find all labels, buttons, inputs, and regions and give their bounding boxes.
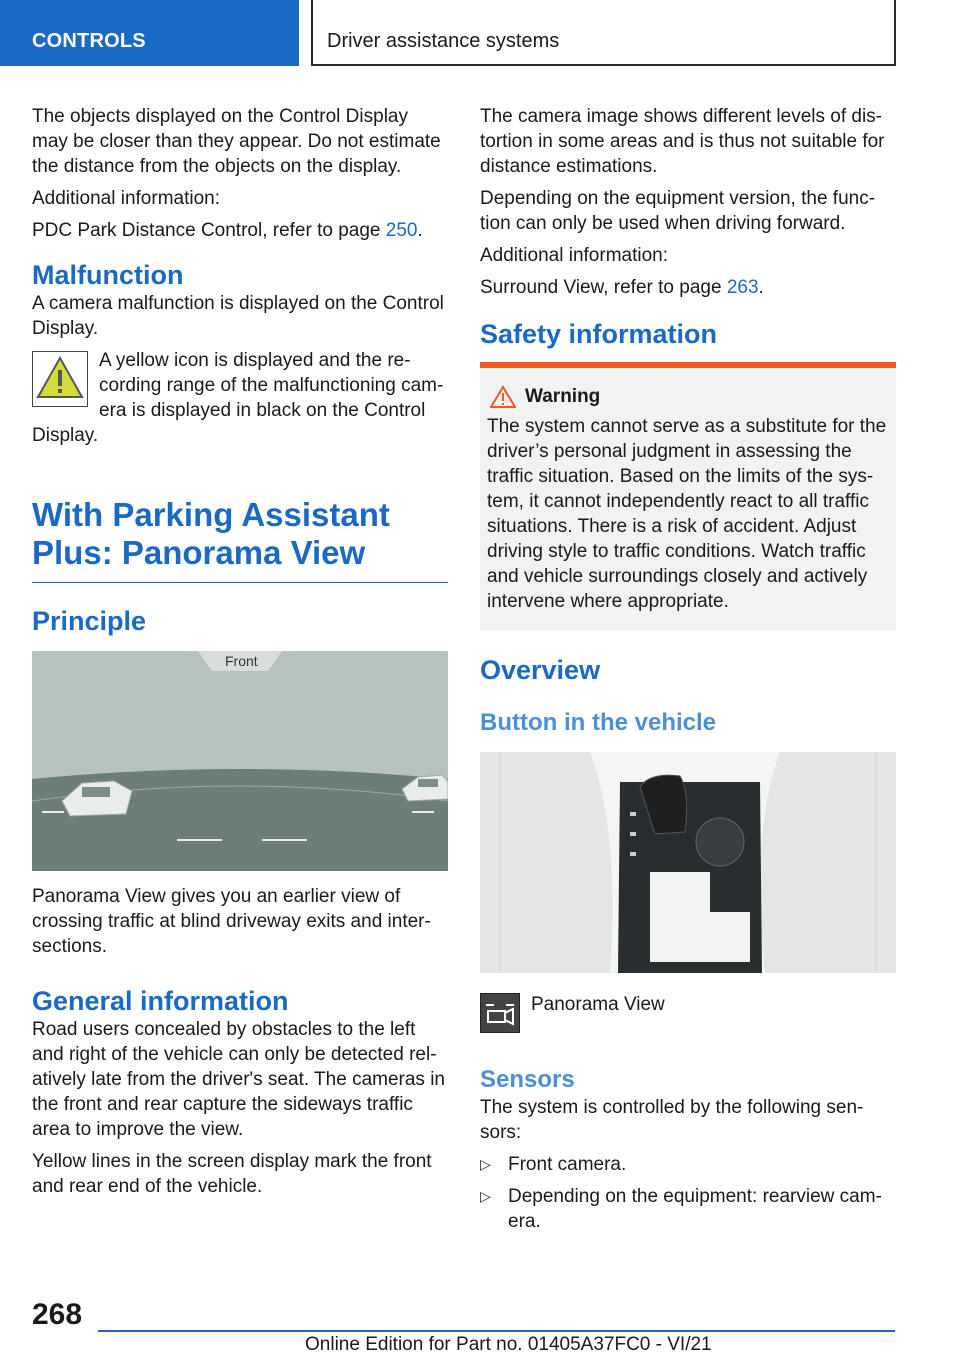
icon-text-line: Display. (32, 425, 99, 446)
paragraph (32, 218, 448, 243)
paragraph: Depending on the equipment version, the func-tion can only be used when driving forward. (480, 188, 876, 234)
edition-text: Online Edition for Part no. 01405A37FC0 - VI/21 (305, 1334, 712, 1355)
ref-text: Surround View, refer to page (480, 277, 727, 298)
paragraph (480, 275, 896, 300)
panorama-view-button-row (480, 993, 896, 1039)
main-heading-line: Plus: Panorama View (32, 534, 366, 571)
section-heading-general: General information (32, 986, 289, 1016)
warning-box (480, 362, 896, 630)
paragraph: The camera image shows different levels of dis-tortion in some areas and is thus not suitable for distance estimations. (480, 106, 885, 177)
footer-rule (98, 1330, 895, 1332)
list-item (480, 1152, 896, 1177)
section-heading-safety: Safety information (480, 319, 718, 349)
icon-text-line: era is displayed in black on the Control (99, 400, 426, 421)
bullet-icon: ▷ (480, 1156, 491, 1172)
ref-end: . (758, 277, 764, 298)
subheading-sensors: Sensors (480, 1066, 575, 1093)
paragraph: Road users concealed by obstacles to the left and right of the vehicle can only be detected rel-atively late from the driver's seat. The cameras in the front and rear capture the sideways traffic area to improve the view. (32, 1019, 445, 1140)
panorama-view-button-icon[interactable] (480, 993, 520, 1033)
right-column (480, 104, 896, 1234)
chapter-tab (311, 0, 896, 66)
main-heading-line: With Parking Assistant (32, 496, 390, 533)
list-item-text: Depending on the equipment: rearview cam-era. (508, 1186, 882, 1232)
ref-end: . (417, 220, 423, 241)
icon-text-line: A yellow icon is displayed and the re- (99, 350, 411, 371)
chapter-title: Driver assistance systems (327, 30, 560, 52)
left-column (32, 104, 448, 1206)
warning-title: Warning (525, 386, 601, 407)
button-label: Panorama View (531, 994, 665, 1015)
icon-text-line: cording range of the malfunctioning cam- (99, 375, 444, 396)
image-label-front: Front (225, 653, 258, 669)
bullet-icon: ▷ (480, 1188, 491, 1204)
warning-triangle-icon (490, 386, 516, 408)
section-title: CONTROLS (32, 30, 146, 52)
warning-text: The system cannot serve as a substitute for the driver’s personal judgment in assessing the traffic situation. Based on the limits of the sys-tem, it cannot independently react to all traffic situations. There is a risk of accident. Adjust driving style to traffic conditions. Watch traffic and vehicle surroundings closely and actively intervene where appropriate. (487, 416, 887, 612)
section-tab (0, 0, 299, 66)
subheading-button: Button in the vehicle (480, 709, 717, 736)
list-item (480, 1184, 896, 1234)
paragraph: The system is controlled by the following sen-sors: (480, 1097, 864, 1143)
page-number: 268 (32, 1298, 83, 1331)
paragraph: Panorama View gives you an earlier view of crossing traffic at blind driveway exits and inter-sections. (32, 886, 431, 957)
page-link[interactable]: 250 (385, 220, 418, 241)
section-heading-overview: Overview (480, 655, 601, 685)
paragraph: Yellow lines in the screen display mark the front and rear end of the vehicle. (32, 1151, 432, 1197)
paragraph: Additional information: (32, 188, 220, 209)
section-heading-principle: Principle (32, 606, 147, 636)
paragraph: A camera malfunction is displayed on the Control Display. (32, 293, 444, 339)
vehicle-console-image (480, 752, 896, 973)
section-heading-malfunction: Malfunction (32, 260, 184, 290)
paragraph: The objects displayed on the Control Display may be closer than they appear. Do not estimate the distance from the objects on the display. (32, 106, 441, 177)
page-link[interactable]: 263 (726, 277, 759, 298)
warning-triangle-icon (32, 351, 88, 407)
warning-title-row (487, 386, 890, 408)
list-item-text: Front camera. (508, 1154, 627, 1175)
malfunction-icon-block (32, 348, 448, 456)
main-heading-block (32, 496, 448, 583)
paragraph: Additional information: (480, 245, 668, 266)
panorama-view-image (32, 651, 448, 871)
ref-text: PDC Park Distance Control, refer to page (32, 220, 386, 241)
